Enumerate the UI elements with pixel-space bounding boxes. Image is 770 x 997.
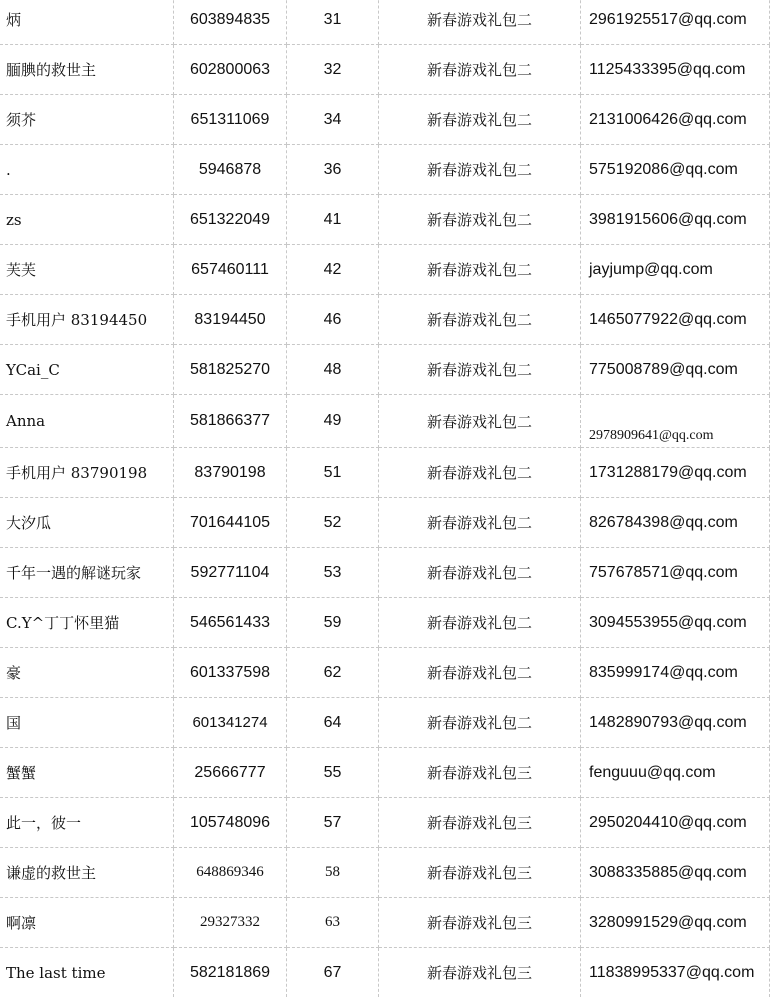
nickname-cell: 须芥	[0, 95, 174, 145]
uid-cell: 602800063	[174, 45, 287, 95]
email-cell: fenguuu@qq.com	[581, 748, 770, 798]
nickname-cell: 蟹蟹	[0, 748, 174, 798]
number-cell: 57	[287, 798, 379, 848]
email-cell: 1731288179@qq.com	[581, 448, 770, 498]
number-cell: 34	[287, 95, 379, 145]
uid-cell: 83194450	[174, 295, 287, 345]
uid-cell: 603894835	[174, 0, 287, 45]
uid-cell: 601341274	[174, 698, 287, 748]
table-row	[0, 95, 770, 145]
email-cell: jayjump@qq.com	[581, 245, 770, 295]
email-cell: 757678571@qq.com	[581, 548, 770, 598]
uid-cell: 29327332	[174, 898, 287, 948]
email-cell: 575192086@qq.com	[581, 145, 770, 195]
gift-cell: 新春游戏礼包二	[379, 648, 581, 698]
table-row	[0, 195, 770, 245]
number-cell: 64	[287, 698, 379, 748]
uid-cell: 83790198	[174, 448, 287, 498]
nickname-cell: 国	[0, 698, 174, 748]
email-cell: 3088335885@qq.com	[581, 848, 770, 898]
gift-cell: 新春游戏礼包三	[379, 798, 581, 848]
nickname-cell: YCai_C	[0, 345, 174, 395]
table-row	[0, 0, 770, 45]
table-row	[0, 145, 770, 195]
gift-cell: 新春游戏礼包二	[379, 598, 581, 648]
email-cell: 2978909641@qq.com	[581, 395, 770, 448]
nickname-cell: .	[0, 145, 174, 195]
gift-cell: 新春游戏礼包二	[379, 448, 581, 498]
gift-cell: 新春游戏礼包二	[379, 698, 581, 748]
table-row	[0, 498, 770, 548]
table-row	[0, 848, 770, 898]
table-row	[0, 295, 770, 345]
table-row	[0, 345, 770, 395]
nickname-cell: 啊凛	[0, 898, 174, 948]
nickname-cell: 炳	[0, 0, 174, 45]
gift-cell: 新春游戏礼包二	[379, 395, 581, 448]
email-cell: 3981915606@qq.com	[581, 195, 770, 245]
gift-cell: 新春游戏礼包三	[379, 848, 581, 898]
gift-cell: 新春游戏礼包二	[379, 245, 581, 295]
nickname-cell: 谦虚的救世主	[0, 848, 174, 898]
uid-cell: 657460111	[174, 245, 287, 295]
email-cell: 775008789@qq.com	[581, 345, 770, 395]
uid-cell: 648869346	[174, 848, 287, 898]
email-cell: 1125433395@qq.com	[581, 45, 770, 95]
email-cell: 835999174@qq.com	[581, 648, 770, 698]
uid-cell: 546561433	[174, 598, 287, 648]
number-cell: 41	[287, 195, 379, 245]
nickname-cell: 手机用户 83194450	[0, 295, 174, 345]
number-cell: 31	[287, 0, 379, 45]
nickname-cell: 芙芙	[0, 245, 174, 295]
nickname-cell: 豪	[0, 648, 174, 698]
number-cell: 32	[287, 45, 379, 95]
number-cell: 53	[287, 548, 379, 598]
gift-cell: 新春游戏礼包二	[379, 95, 581, 145]
table-row	[0, 698, 770, 748]
number-cell: 46	[287, 295, 379, 345]
nickname-cell: The last time	[0, 948, 174, 997]
nickname-cell: 腼腆的救世主	[0, 45, 174, 95]
table-row	[0, 45, 770, 95]
uid-cell: 701644105	[174, 498, 287, 548]
uid-cell: 105748096	[174, 798, 287, 848]
number-cell: 48	[287, 345, 379, 395]
email-cell: 3094553955@qq.com	[581, 598, 770, 648]
number-cell: 59	[287, 598, 379, 648]
uid-cell: 581866377	[174, 395, 287, 448]
email-cell: 826784398@qq.com	[581, 498, 770, 548]
nickname-cell: 千年一遇的解谜玩家	[0, 548, 174, 598]
email-cell: 2961925517@qq.com	[581, 0, 770, 45]
gift-cell: 新春游戏礼包二	[379, 295, 581, 345]
nickname-cell: Anna	[0, 395, 174, 448]
email-cell: 11838995337@qq.com	[581, 948, 770, 997]
table-row	[0, 798, 770, 848]
table-row	[0, 748, 770, 798]
gift-cell: 新春游戏礼包二	[379, 345, 581, 395]
email-cell: 3280991529@qq.com	[581, 898, 770, 948]
gift-cell: 新春游戏礼包三	[379, 898, 581, 948]
uid-cell: 601337598	[174, 648, 287, 698]
table-row	[0, 948, 770, 997]
gift-cell: 新春游戏礼包二	[379, 45, 581, 95]
number-cell: 36	[287, 145, 379, 195]
number-cell: 52	[287, 498, 379, 548]
number-cell: 49	[287, 395, 379, 448]
number-cell: 42	[287, 245, 379, 295]
nickname-cell: zs	[0, 195, 174, 245]
number-cell: 55	[287, 748, 379, 798]
nickname-cell: 大汐瓜	[0, 498, 174, 548]
gift-cell: 新春游戏礼包二	[379, 498, 581, 548]
table-row	[0, 395, 770, 448]
table-row	[0, 648, 770, 698]
gift-cell: 新春游戏礼包二	[379, 0, 581, 45]
number-cell: 62	[287, 648, 379, 698]
number-cell: 51	[287, 448, 379, 498]
nickname-cell: 手机用户 83790198	[0, 448, 174, 498]
email-cell: 1482890793@qq.com	[581, 698, 770, 748]
table-row	[0, 598, 770, 648]
uid-cell: 5946878	[174, 145, 287, 195]
uid-cell: 581825270	[174, 345, 287, 395]
email-cell: 2950204410@qq.com	[581, 798, 770, 848]
nickname-cell: 此一，彼一	[0, 798, 174, 848]
gift-cell: 新春游戏礼包二	[379, 548, 581, 598]
gift-cell: 新春游戏礼包三	[379, 948, 581, 997]
gift-cell: 新春游戏礼包二	[379, 195, 581, 245]
table-row	[0, 898, 770, 948]
number-cell: 58	[287, 848, 379, 898]
uid-cell: 651322049	[174, 195, 287, 245]
number-cell: 67	[287, 948, 379, 997]
email-cell: 2131006426@qq.com	[581, 95, 770, 145]
uid-cell: 592771104	[174, 548, 287, 598]
email-cell: 1465077922@qq.com	[581, 295, 770, 345]
table-row	[0, 548, 770, 598]
uid-cell: 651311069	[174, 95, 287, 145]
gift-cell: 新春游戏礼包二	[379, 145, 581, 195]
number-cell: 63	[287, 898, 379, 948]
uid-cell: 25666777	[174, 748, 287, 798]
uid-cell: 582181869	[174, 948, 287, 997]
table-row	[0, 448, 770, 498]
gift-cell: 新春游戏礼包三	[379, 748, 581, 798]
nickname-cell: C.Y^丁丁怀里猫	[0, 598, 174, 648]
table-row	[0, 245, 770, 295]
